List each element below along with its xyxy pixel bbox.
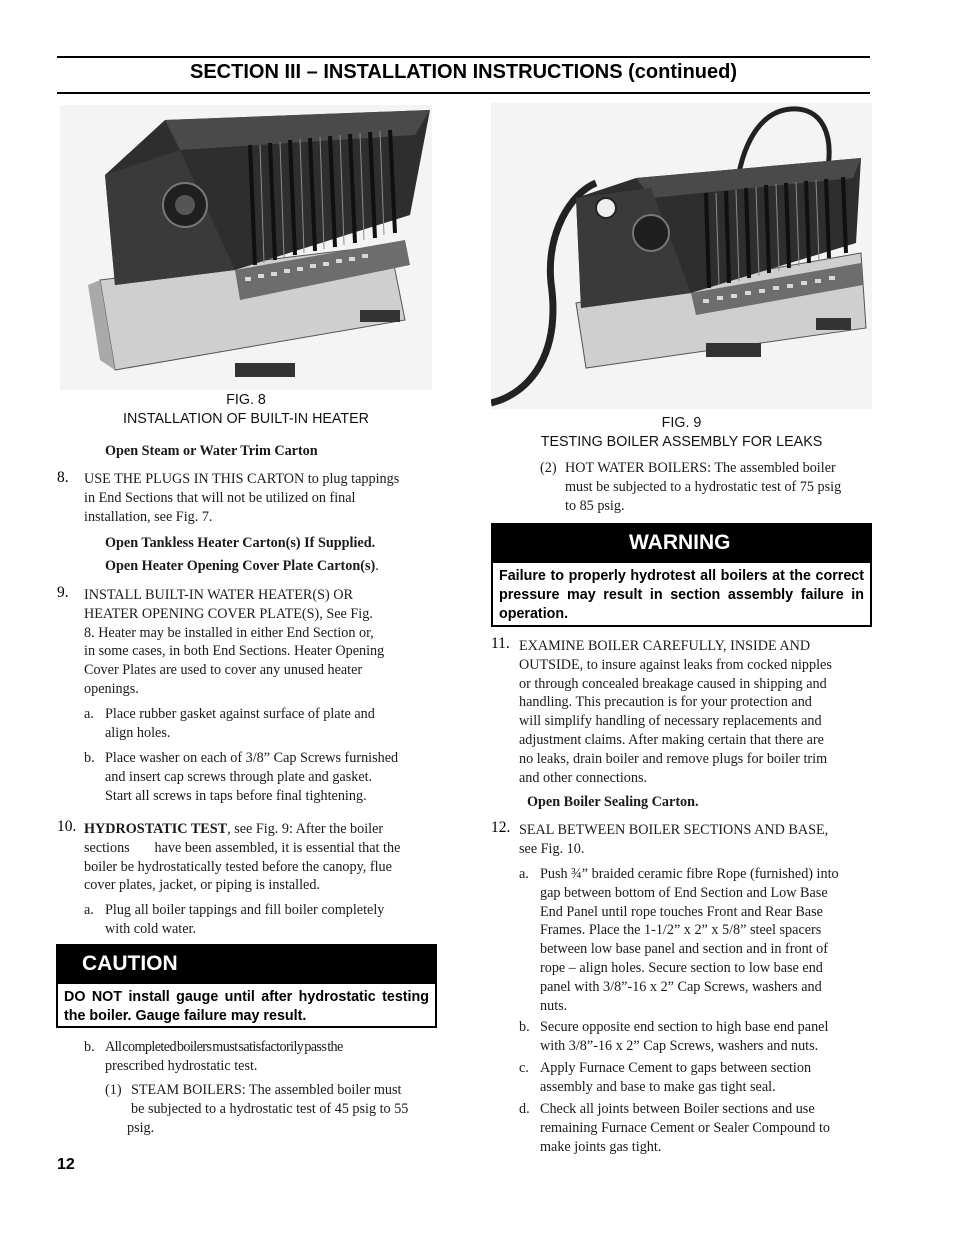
- text-line: or through concealed breakage caused in shipping and: [519, 675, 827, 692]
- step-9a-label: a.: [84, 706, 94, 722]
- step-12a-text: [540, 865, 875, 1015]
- text-line: with cold water.: [105, 920, 197, 937]
- text-line: All completed boilers must satisfactorily pass the: [105, 1039, 343, 1055]
- fig8-boiler-photo: [60, 105, 432, 390]
- text-line: handling. This precaution is for your protection and: [519, 694, 812, 711]
- fig9-boiler-photo: [491, 103, 872, 409]
- step-9b-text: [105, 749, 435, 805]
- text-line: INSTALL BUILT-IN WATER HEATER(S) OR: [84, 587, 353, 603]
- page-number: 12: [57, 1156, 75, 1173]
- step-9a-text: [105, 705, 435, 743]
- text-line: EXAMINE BOILER CAREFULLY, INSIDE AND: [519, 638, 811, 654]
- text-line: and other connections.: [519, 769, 648, 786]
- heading-tankless-carton: Open Tankless Heater Carton(s) If Supplied.: [105, 535, 376, 551]
- text-line: see Fig. 10.: [519, 840, 585, 857]
- text-line: will simplify handling of necessary replacements and: [519, 713, 822, 730]
- fig8-number: FIG. 8: [226, 392, 266, 408]
- caution-box: [56, 944, 437, 1028]
- step-10b-text: [105, 1038, 397, 1076]
- text-line: Place rubber gasket against surface of plate and: [105, 706, 375, 722]
- step-10b1-label: (1): [105, 1082, 122, 1098]
- caution-title: CAUTION: [56, 944, 437, 984]
- step-10b2-text: [565, 459, 875, 515]
- text-line: adjustment claims. After making certain that there are: [519, 731, 824, 748]
- text-line: Place washer on each of 3/8” Cap Screws furnished: [105, 750, 399, 766]
- text-line: HEATER OPENING COVER PLATE(S), See Fig.: [84, 605, 373, 622]
- section-title: SECTION III – INSTALLATION INSTRUCTIONS (continued): [189, 61, 738, 83]
- text-line: make joints gas tight.: [540, 1138, 662, 1155]
- text-line: openings.: [84, 680, 139, 697]
- text-line: and insert cap screws through plate and gasket.: [105, 768, 373, 785]
- warning-text: Failure to properly hydrotest all boilers at the correct pressure may result in section assembly failure in operation.: [491, 563, 872, 627]
- step-10-number: 10.: [57, 818, 77, 835]
- text-line: USE THE PLUGS IN THIS CARTON to plug tappings: [84, 471, 400, 487]
- header-bottom-rule: [57, 92, 870, 94]
- step-12-text: [519, 821, 874, 859]
- text-line: psig.: [127, 1119, 155, 1136]
- period: .: [375, 558, 379, 574]
- step-10a-text: [105, 901, 435, 939]
- warning-box: [491, 523, 872, 627]
- text-line: in End Sections that will not be utilized on final: [84, 489, 356, 506]
- step-10b1-text: [127, 1081, 441, 1137]
- text-line: HOT WATER BOILERS: The assembled boiler: [565, 460, 836, 476]
- step-11-text: [519, 637, 874, 787]
- step-12a-label: a.: [519, 866, 529, 882]
- step-10a-label: a.: [84, 902, 94, 918]
- text-line: gap between bottom of End Section and Low Base: [540, 884, 828, 901]
- step-10b2-label: (2): [540, 460, 557, 476]
- text-line: Cover Plates are used to cover any unused heater: [84, 662, 363, 679]
- text-line: SEAL BETWEEN BOILER SECTIONS AND BASE,: [519, 822, 829, 838]
- text-line: in some cases, in both End Sections. Heater Opening: [84, 643, 385, 660]
- text-line: with 3/8”-16 x 2” Cap Screws, washers and nuts.: [540, 1037, 819, 1054]
- text-line: Secure opposite end section to high base end panel: [540, 1019, 829, 1035]
- step-9-text: [84, 586, 434, 699]
- text-line: panel with 3/8”-16 x 2” Cap Screws, washers and: [540, 978, 822, 995]
- step-12d-text: [540, 1100, 875, 1156]
- text-line: to 85 psig.: [565, 497, 625, 514]
- text-line: align holes.: [105, 724, 171, 741]
- text-line: Check all joints between Boiler sections and use: [540, 1101, 815, 1117]
- text-line: Start all screws in taps before final tightening.: [105, 787, 367, 804]
- step-12-number: 12.: [491, 819, 511, 836]
- text-line: Frames. Place the 1-1/2” x 2” x 5/8” steel spacers: [540, 922, 822, 939]
- text-line: be subjected to a hydrostatic test of 45 psig to 55: [131, 1100, 409, 1117]
- step-8-text: [84, 470, 434, 526]
- step-12c-label: c.: [519, 1060, 529, 1076]
- text-line: cover plates, jacket, or piping is installed.: [84, 877, 320, 894]
- text-line: remaining Furnace Cement or Sealer Compound to: [540, 1119, 830, 1136]
- text-fragment: , see Fig. 9: After the boiler: [227, 821, 384, 837]
- text-line: End Panel until rope touches Front and Rear Base: [540, 903, 823, 920]
- hydrostatic-test-label: HYDROSTATIC TEST: [84, 821, 228, 837]
- text-line: Push ¾” braided ceramic fibre Rope (furnished) into: [540, 866, 839, 882]
- heading-cover-plate-carton: [105, 557, 379, 576]
- text-line: Plug all boiler tappings and fill boiler completely: [105, 902, 385, 918]
- text-line: prescribed hydrostatic test.: [105, 1057, 258, 1074]
- text-line: must be subjected to a hydrostatic test of 75 psig: [565, 478, 842, 495]
- step-12c-text: [540, 1059, 875, 1097]
- text-line: [84, 820, 436, 839]
- warning-title: WARNING: [491, 523, 872, 563]
- step-8-number: 8.: [57, 469, 69, 486]
- header-top-rule: [57, 56, 870, 58]
- step-9-number: 9.: [57, 584, 69, 601]
- text-line: rope – align holes. Secure section to low base end: [540, 959, 823, 976]
- caution-text: DO NOT install gauge until after hydrostatic testing the boiler. Gauge failure may result.: [56, 984, 437, 1028]
- heading-cover-plate-label: Open Heater Opening Cover Plate Carton(s): [105, 558, 376, 574]
- fig8-caption: INSTALLATION OF BUILT-IN HEATER: [123, 411, 369, 427]
- step-9b-label: b.: [84, 750, 95, 766]
- text-line: assembly and base to make gas tight seal.: [540, 1078, 776, 1095]
- step-10-text: [84, 820, 436, 895]
- text-line: boiler be hydrostatically tested before the canopy, flue: [84, 858, 392, 875]
- text-line: sections have been assembled, it is essential that the: [84, 839, 401, 856]
- text-line: between low base panel and section and in front of: [540, 941, 828, 958]
- text-line: Apply Furnace Cement to gaps between section: [540, 1060, 812, 1076]
- step-12b-label: b.: [519, 1019, 530, 1035]
- text-line: STEAM BOILERS: The assembled boiler must: [131, 1082, 402, 1098]
- fig9-caption: TESTING BOILER ASSEMBLY FOR LEAKS: [540, 434, 823, 450]
- heading-steam-trim-carton: Open Steam or Water Trim Carton: [105, 443, 318, 459]
- text-line: OUTSIDE, to insure against leaks from cocked nipples: [519, 656, 832, 673]
- text-line: nuts.: [540, 997, 568, 1014]
- text-line: no leaks, drain boiler and remove plugs for boiler trim: [519, 750, 828, 767]
- text-line: 8. Heater may be installed in either End Section or,: [84, 624, 374, 641]
- step-11-number: 11.: [491, 635, 510, 652]
- fig9-number: FIG. 9: [661, 415, 702, 431]
- step-12d-label: d.: [519, 1101, 530, 1117]
- step-10b-label: b.: [84, 1039, 95, 1055]
- step-12b-text: [540, 1018, 875, 1056]
- text-line: installation, see Fig. 7.: [84, 508, 213, 525]
- heading-sealing-carton: Open Boiler Sealing Carton.: [527, 794, 699, 810]
